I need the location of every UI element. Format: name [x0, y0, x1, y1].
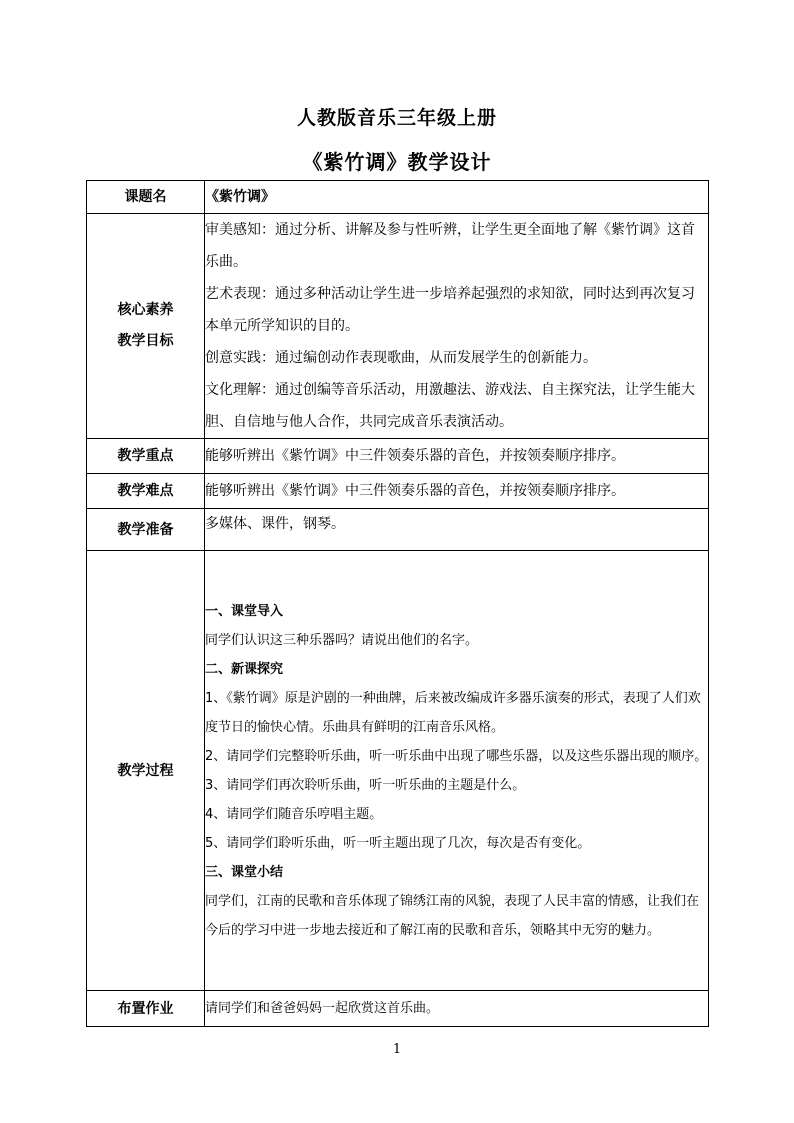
table-row-objectives — [87, 214, 709, 439]
document-subtitle: 《紫竹调》教学设计 — [302, 150, 492, 174]
objective-expression: 艺术表现：通过多种活动让学生进一步培养起强烈的求知欲，同时达到再次复习本单元所学知识的目的。 — [205, 286, 695, 334]
section-heading-summary: 三、课堂小结 — [205, 864, 284, 880]
objectives-label — [87, 214, 205, 439]
objectives-content — [205, 214, 709, 439]
step-item: 5、请同学们聆听乐曲，听一听主题出现了几次，每次是否有变化。 — [205, 835, 591, 851]
topic-label: 课题名 — [87, 181, 205, 214]
table-row-process — [87, 551, 709, 991]
table-row-key-points — [87, 439, 709, 474]
objective-aesthetic: 审美感知：通过分析、讲解及参与性听辨，让学生更全面地了解《紫竹调》这首乐曲。 — [205, 222, 695, 270]
step-item: 3、请同学们再次聆听乐曲，听一听乐曲的主题是什么。 — [205, 777, 526, 793]
intro-text: 同学们认识这三种乐器吗？请说出他们的名字。 — [205, 632, 479, 648]
summary-text: 同学们，江南的民歌和音乐体现了锦绣江南的风貌，表现了人民丰富的情感，让我们在今后的学习中进一步地去接近和了解江南的民歌和音乐，领略其中无穷的魅力。 — [205, 893, 700, 938]
step-item: 4、请同学们随音乐哼唱主题。 — [205, 806, 383, 822]
objectives-label-line2: 教学目标 — [117, 333, 174, 349]
lesson-plan-table — [86, 180, 709, 1027]
step-item: 2、请同学们完整聆听乐曲，听一听乐曲中出现了哪些乐器，以及这些乐器出现的顺序。 — [205, 748, 708, 764]
homework-label: 布置作业 — [87, 991, 205, 1027]
difficulties-label: 教学难点 — [87, 474, 205, 509]
table-row-homework — [87, 991, 709, 1027]
objective-creativity: 创意实践：通过编创动作表现歌曲，从而发展学生的创新能力。 — [205, 350, 597, 366]
process-label: 教学过程 — [87, 551, 205, 991]
preparation-value: 多媒体、课件，钢琴。 — [205, 509, 709, 551]
objectives-label-line1: 核心素养 — [117, 302, 174, 318]
table-row-preparation — [87, 509, 709, 551]
preparation-label: 教学准备 — [87, 509, 205, 551]
process-content — [205, 551, 709, 991]
step-item: 1、《紫竹调》原是沪剧的一种曲牌，后来被改编成许多器乐演奏的形式，表现了人们欢度节日的愉快心情。乐曲具有鲜明的江南音乐风格。 — [205, 690, 701, 735]
section-heading-intro: 一、课堂导入 — [205, 603, 284, 619]
page-number: 1 — [392, 1042, 402, 1057]
key-points-value: 能够听辨出《紫竹调》中三件领奏乐器的音色，并按领奏顺序排序。 — [205, 439, 709, 474]
document-title: 人教版音乐三年级上册 — [296, 107, 497, 129]
key-points-label: 教学重点 — [87, 439, 205, 474]
objective-culture: 文化理解：通过创编等音乐活动，用激趣法、游戏法、自主探究法，让学生能大胆、自信地与他人合作，共同完成音乐表演活动。 — [205, 382, 695, 430]
homework-value: 请同学们和爸爸妈妈一起欣赏这首乐曲。 — [205, 991, 709, 1027]
topic-value: 《紫竹调》 — [205, 181, 709, 214]
table-row-topic — [87, 181, 709, 214]
difficulties-value: 能够听辨出《紫竹调》中三件领奏乐器的音色，并按领奏顺序排序。 — [205, 474, 709, 509]
table-row-difficulties — [87, 474, 709, 509]
section-heading-explore: 二、新课探究 — [205, 661, 284, 677]
